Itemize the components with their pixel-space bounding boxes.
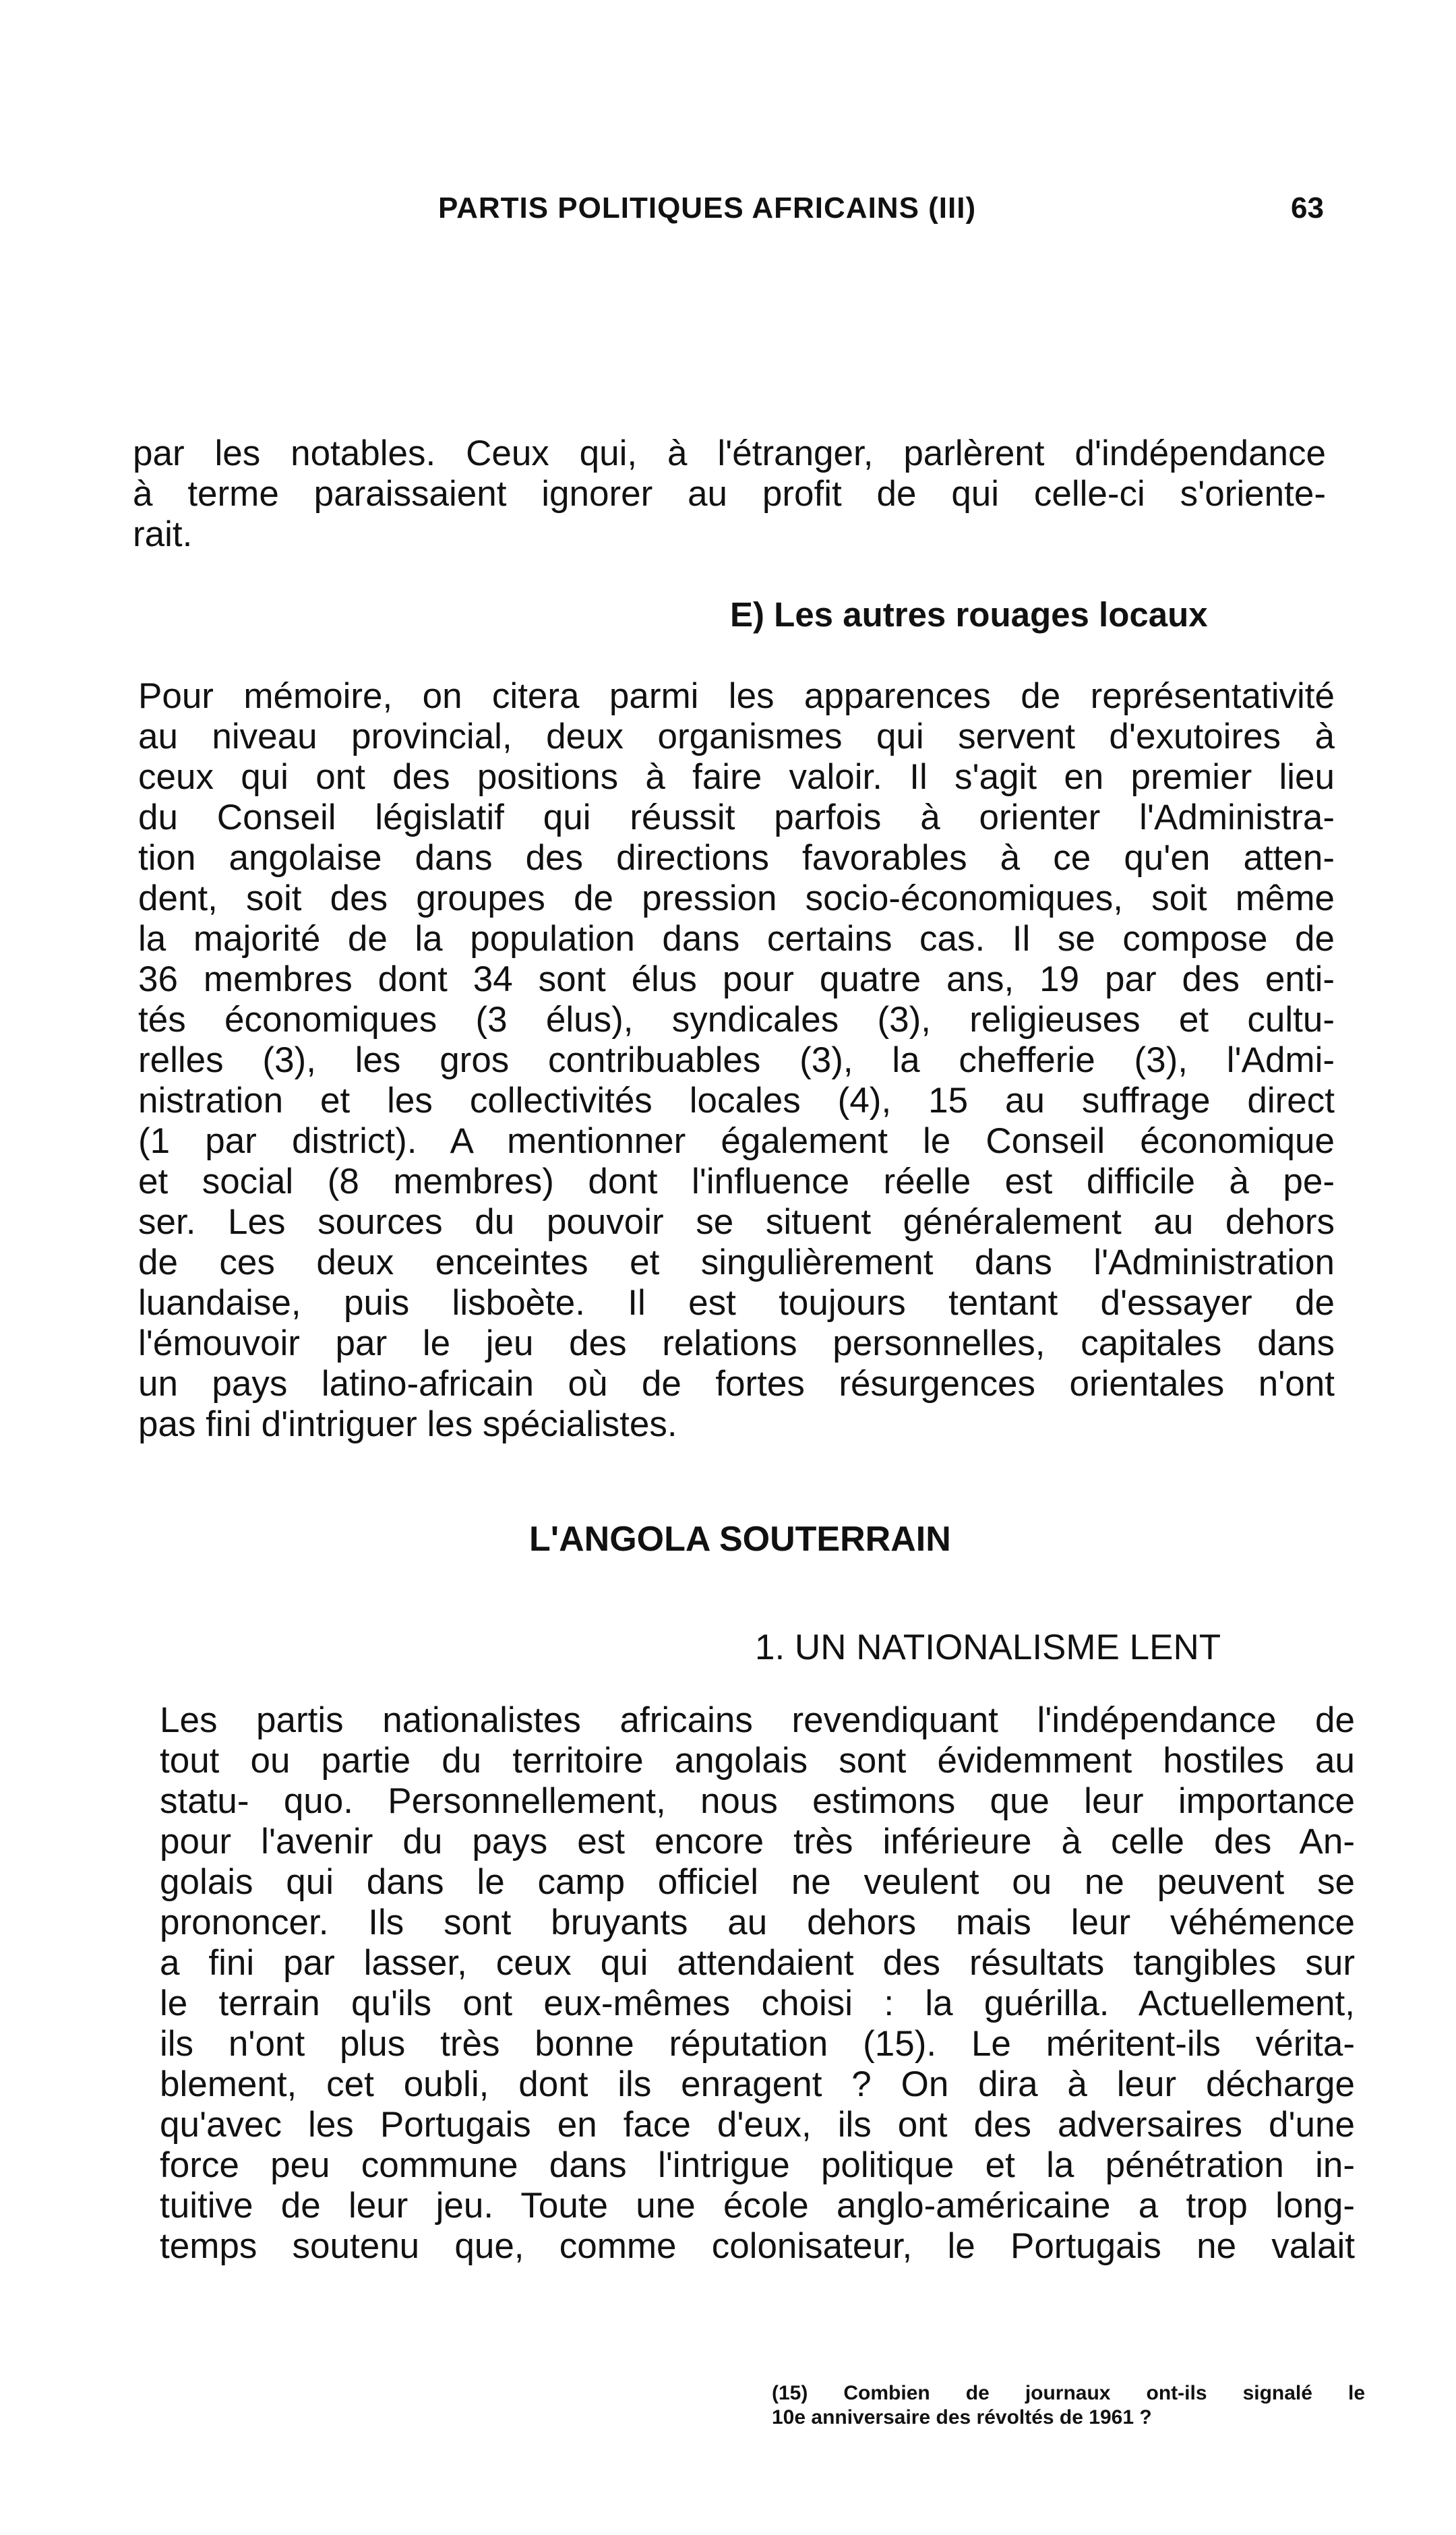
text-line: tuitive de leur jeu. Toute une école anglo-américaine a trop long-	[160, 2186, 1355, 2226]
footnote	[772, 2381, 1365, 2430]
text-line: force peu commune dans l'intrigue politique et la pénétration in-	[160, 2145, 1355, 2185]
text-line: dent, soit des groupes de pression socio-économiques, soit même	[138, 878, 1335, 918]
text-line: de ces deux enceintes et singulièrement dans l'Administration	[138, 1243, 1335, 1282]
footnote-line: (15) Combien de journaux ont-ils signalé le	[772, 2382, 1365, 2404]
section-e-heading: E) Les autres rouages locaux	[730, 595, 1208, 634]
text-line: 36 membres dont 34 sont élus pour quatre ans, 19 par des enti-	[138, 959, 1335, 999]
text-line: nistration et les collectivités locales (4), 15 au suffrage direct	[138, 1081, 1335, 1121]
text-line: pas fini d'intriguer les spécialistes.	[138, 1404, 677, 1444]
text-line: du Conseil législatif qui réussit parfois à orienter l'Administra-	[138, 798, 1335, 837]
text-line: ser. Les sources du pouvoir se situent généralement au dehors	[138, 1202, 1335, 1242]
text-line: tion angolaise dans des directions favorables à ce qu'en atten-	[138, 838, 1335, 878]
text-line: statu- quo. Personnellement, nous estimons que leur importance	[160, 1781, 1355, 1821]
text-line: l'émouvoir par le jeu des relations personnelles, capitales dans	[138, 1323, 1335, 1363]
text-line: la majorité de la population dans certains cas. Il se compose de	[138, 919, 1335, 959]
running-title: PARTIS POLITIQUES AFRICAINS (III)	[438, 191, 977, 225]
text-line: ils n'ont plus très bonne réputation (15). Le méritent-ils vérita-	[160, 2024, 1355, 2064]
text-line: tout ou partie du territoire angolais sont évidemment hostiles au	[160, 1741, 1355, 1781]
text-line: Pour mémoire, on citera parmi les apparences de représentativité	[138, 676, 1335, 716]
paragraph-3	[160, 1700, 1355, 2267]
text-line: qu'avec les Portugais en face d'eux, ils ont des adversaires d'une	[160, 2105, 1355, 2145]
text-line: a fini par lasser, ceux qui attendaient des résultats tangibles sur	[160, 1943, 1355, 1983]
text-line: le terrain qu'ils ont eux-mêmes choisi : la guérilla. Actuellement,	[160, 1984, 1355, 2023]
text-line: à terme paraissaient ignorer au profit de qui celle-ci s'oriente-	[133, 474, 1326, 514]
text-line: (1 par district). A mentionner également le Conseil économique	[138, 1121, 1335, 1161]
section-1-heading: 1. UN NATIONALISME LENT	[755, 1628, 1221, 1667]
text-line: au niveau provincial, deux organismes qui servent d'exutoires à	[138, 717, 1335, 756]
text-line: ceux qui ont des positions à faire valoir. Il s'agit en premier lieu	[138, 757, 1335, 797]
text-line: tés économiques (3 élus), syndicales (3), religieuses et cultu-	[138, 1000, 1335, 1040]
paragraph-1	[133, 434, 1326, 555]
text-line: pour l'avenir du pays est encore très inférieure à celle des An-	[160, 1822, 1355, 1861]
text-line: Les partis nationalistes africains revendiquant l'indépendance de	[160, 1700, 1355, 1740]
text-line: prononcer. Ils sont bruyants au dehors mais leur véhémence	[160, 1903, 1355, 1942]
text-line: temps soutenu que, comme colonisateur, le Portugais ne valait	[160, 2226, 1355, 2266]
chapter-heading: L'ANGOLA SOUTERRAIN	[529, 1520, 951, 1559]
text-line: et social (8 membres) dont l'influence réelle est difficile à pe-	[138, 1162, 1335, 1201]
text-line: rait.	[133, 514, 193, 554]
text-line: luandaise, puis lisboète. Il est toujours tentant d'essayer de	[138, 1283, 1335, 1323]
paragraph-2	[138, 676, 1335, 1445]
text-line: golais qui dans le camp officiel ne veulent ou ne peuvent se	[160, 1862, 1355, 1902]
text-line: par les notables. Ceux qui, à l'étranger, parlèrent d'indépendance	[133, 434, 1326, 473]
text-line: un pays latino-africain où de fortes résurgences orientales n'ont	[138, 1364, 1335, 1404]
page-number: 63	[1291, 191, 1324, 225]
text-line: blement, cet oubli, dont ils enragent ? On dira à leur décharge	[160, 2064, 1355, 2104]
footnote-line: 10e anniversaire des révoltés de 1961 ?	[772, 2406, 1152, 2428]
text-line: relles (3), les gros contribuables (3), la chefferie (3), l'Admi-	[138, 1040, 1335, 1080]
